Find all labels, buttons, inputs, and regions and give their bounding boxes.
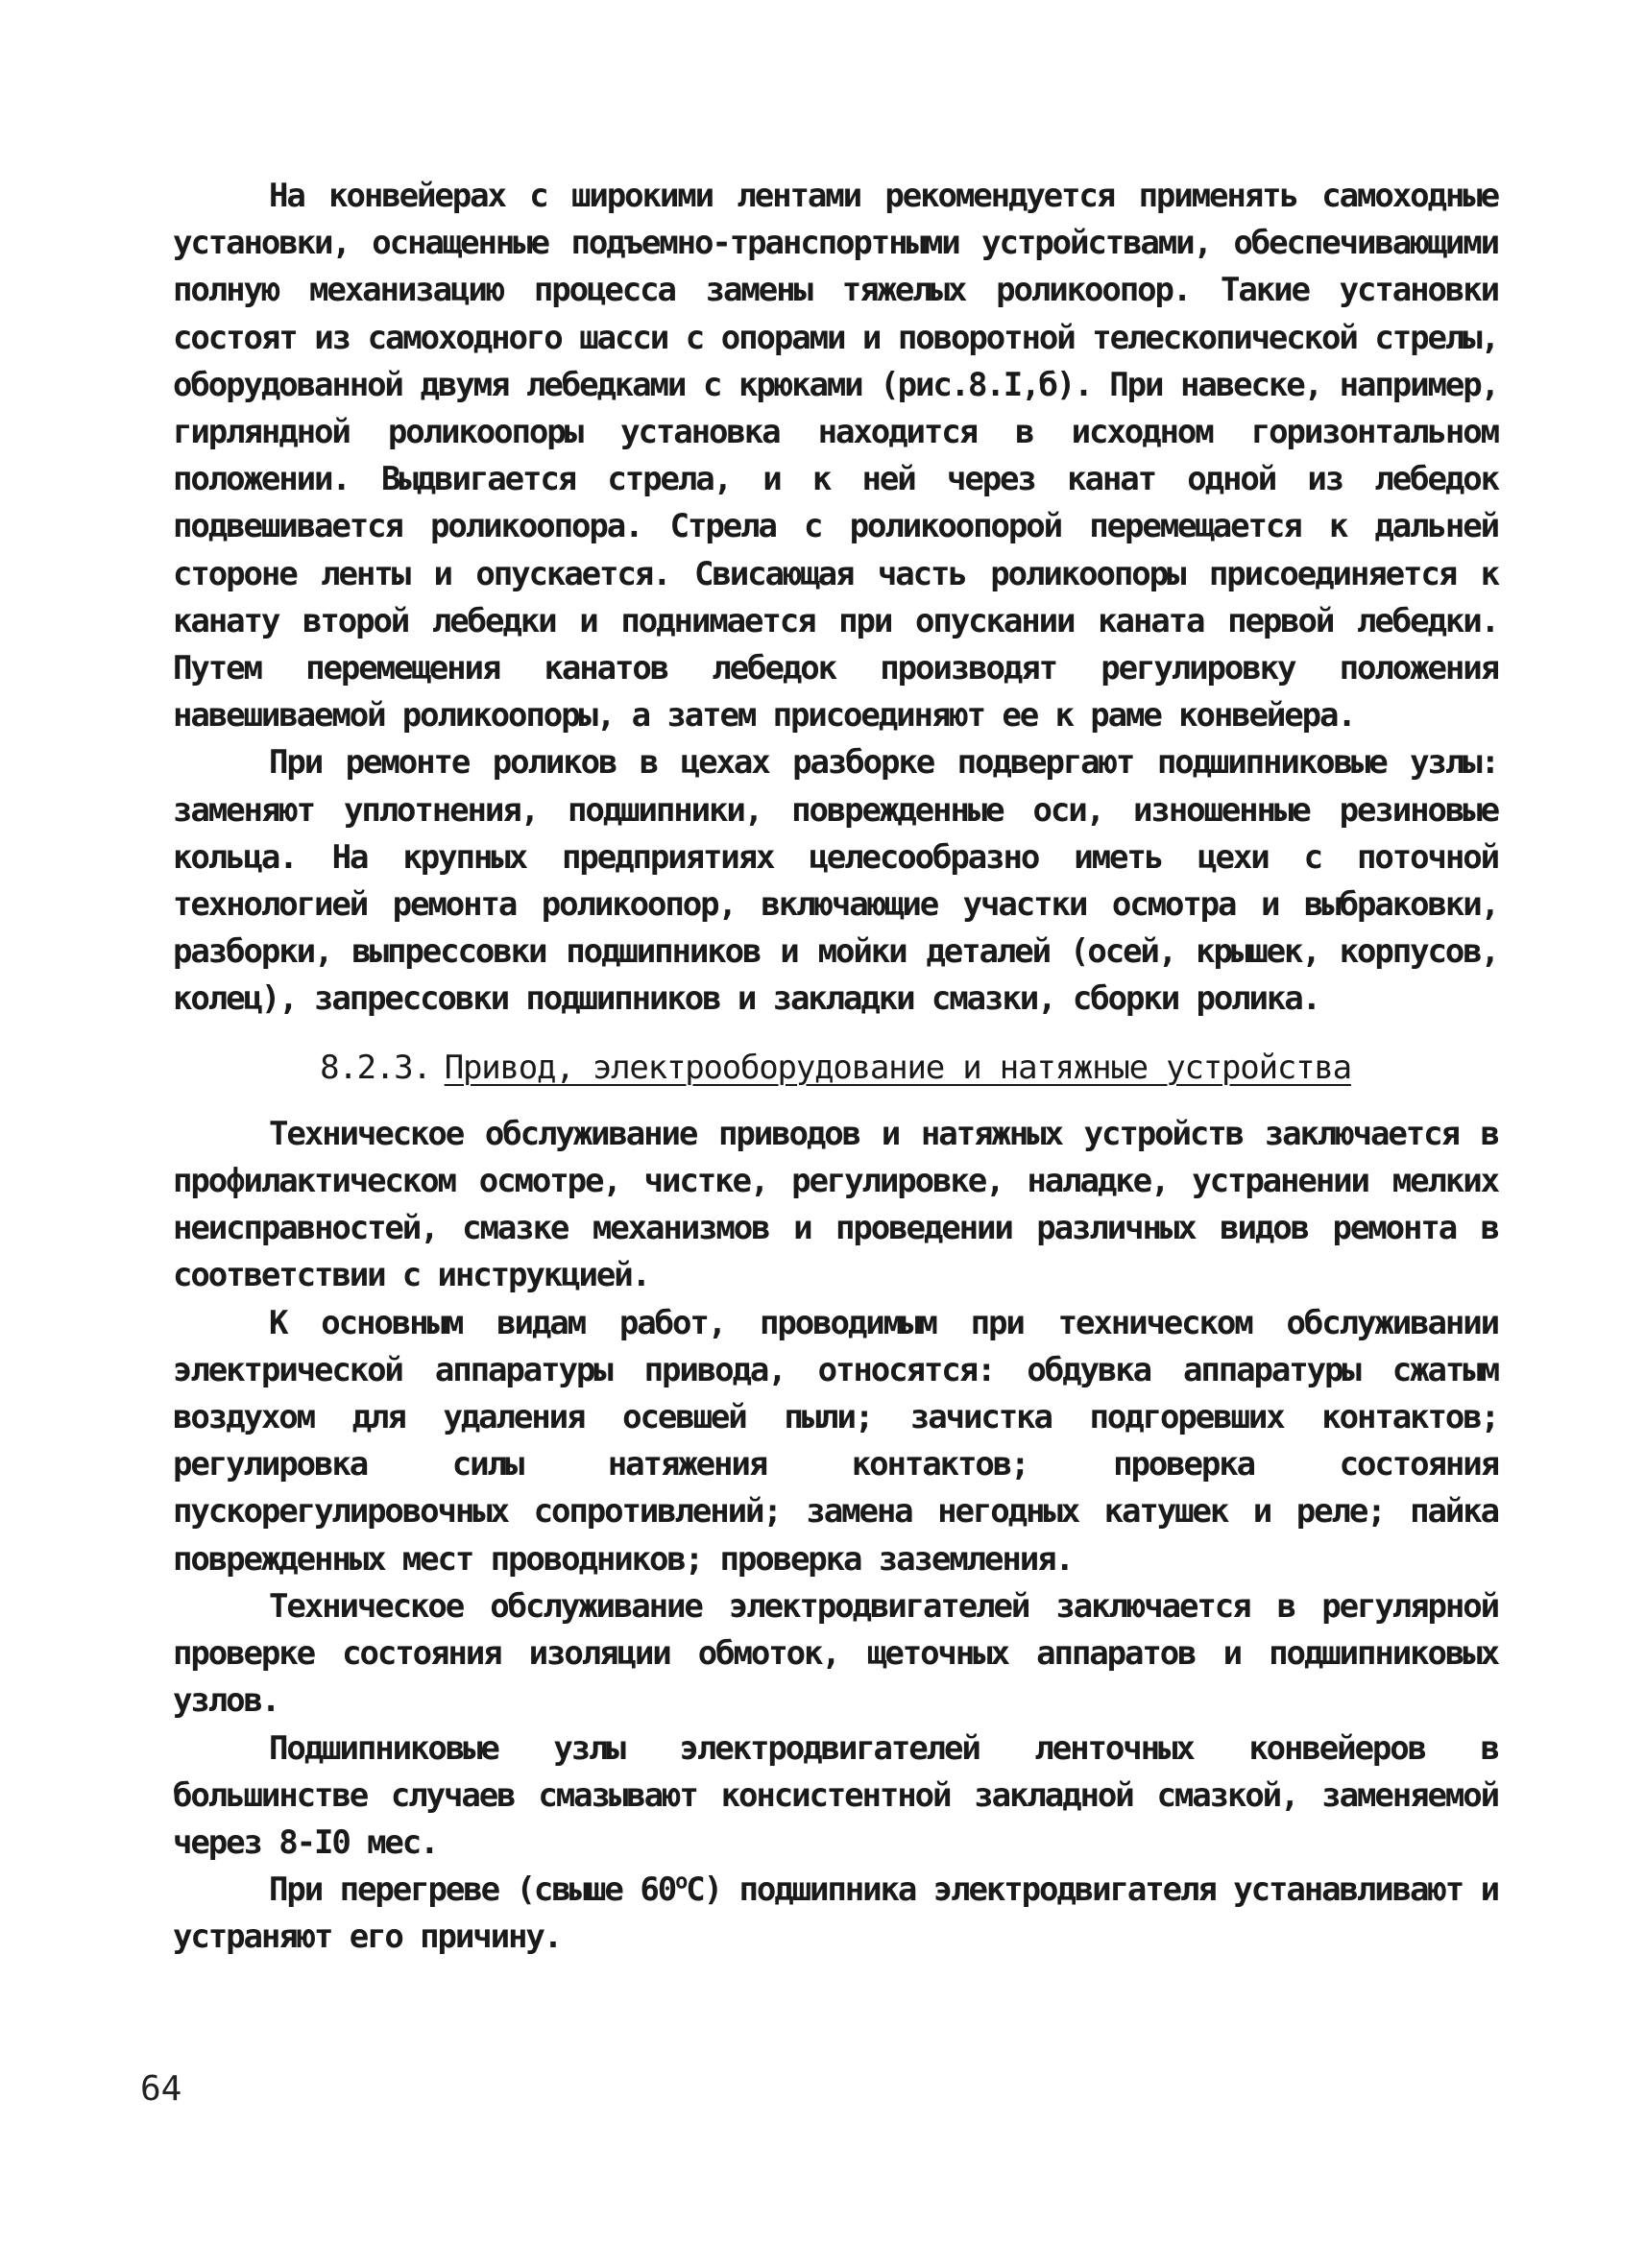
section-number: 8.2.3. (320, 1048, 431, 1087)
paragraph-overheating (173, 1867, 1498, 1961)
paragraph-electric-motors: Техническое обслуживание электродвигателей заключается в регулярной проверке состояния изоляции обмоток, щеточных аппаратов и подшипниковых узлов. (173, 1586, 1498, 1721)
degree-superscript: о (675, 1870, 687, 1894)
page-number: 64 (140, 2069, 182, 2109)
paragraph-bearing-units: Подшипниковые узлы электродвигателей ленточных конвейеров в большинстве случаев смазывают консистентной закладной смазкой, заменяемой через 8-I0 мес. (173, 1728, 1498, 1862)
overheating-text-start: При перегреве (свыше 60 (269, 1870, 676, 1910)
paragraph-electrical-apparatus: К основным видам работ, проводимым при техническом обслуживании электрической аппаратуры привода, относятся: обдувка аппаратуры сжатым воздухом для удаления осевшей пыли; зачистка подгоревших контактов; регулировка силы натяжения контактов; проверка состояния пускорегулировочных сопротивлений; замена негодных катушек и реле; пайка поврежденных мест проводников; проверка заземления. (173, 1303, 1498, 1579)
section-title: Привод, электрооборудование и натяжные устройства (444, 1048, 1351, 1087)
paragraph-self-propelled-installations: На конвейерах с широкими лентами рекомендуется применять самоходные установки, оснащенные подъемно-транспортными устройствами, обеспечивающими полную механизацию процесса замены тяжелых роликоопор. Такие установки состоят из самоходного шасси с опорами и поворотной телескопической стрелы, оборудованной двумя лебедками с крюками (рис.8.I,б). При навеске, например, гирляндной роликоопоры установка находится в исходном горизонтальном положении. Выдвигается стрела, и к ней через канат одной из лебедок подвешивается роликоопора. Стрела с роликоопорой перемещается к дальней стороне ленты и опускается. Свисающая часть роликоопоры присоединяется к канату второй лебедки и поднимается при опускании каната первой лебедки. Путем перемещения канатов лебедок производят регулировку положения навешиваемой роликоопоры, а затем присоединяют ее к раме конвейера. (173, 177, 1498, 736)
section-heading (173, 1045, 1498, 1092)
paragraph-roller-repair: При ремонте роликов в цехах разборке подвергают подшипниковые узлы: заменяют уплотнения, подшипники, поврежденные оси, изношенные резиновые кольца. На крупных предприятиях целесообразно иметь цехи с поточной технологией ремонта роликоопор, включающие участки осмотра и выбраковки, разборки, выпрессовки подшипников и мойки деталей (осей, крышек, корпусов, колец), запрессовки подшипников и закладки смазки, сборки ролика. (173, 743, 1498, 1019)
overheating-text-end: С) подшипника электродвигателя устанавливают и устраняют его причину. (173, 1870, 1498, 1957)
paragraph-maintenance-drives: Техническое обслуживание приводов и натяжных устройств заключается в профилактическом осмотре, чистке, регулировке, наладке, устранении мелких неисправностей, смазке механизмов и проведении различных видов ремонта в соответствии с инструкцией. (173, 1114, 1498, 1295)
body-text (173, 173, 1498, 1962)
